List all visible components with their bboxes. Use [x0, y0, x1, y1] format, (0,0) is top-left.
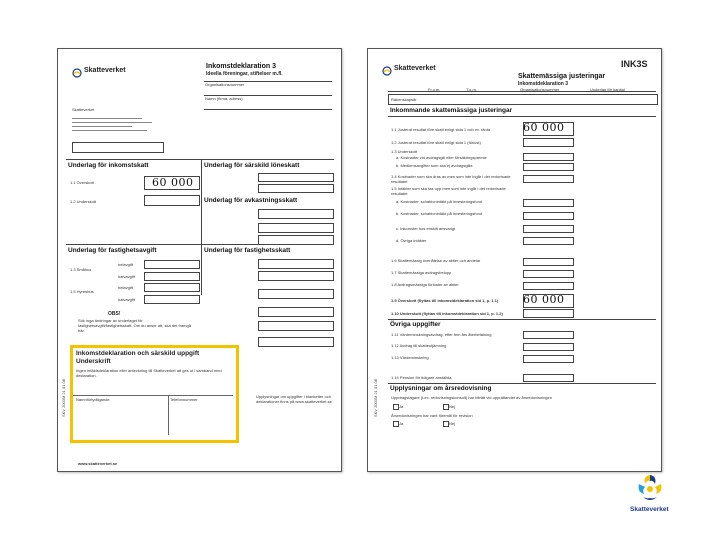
skatteverket-logo-right [382, 63, 392, 81]
label-ja-2: Ja [399, 421, 404, 426]
row-1-7-label: 1.7 Skattemässiga avdragsbelopp [391, 270, 452, 275]
input-row-1-3b[interactable] [523, 163, 574, 171]
input-underskott[interactable] [144, 195, 200, 206]
signature-field[interactable] [72, 142, 164, 153]
input-smahus-hel[interactable] [144, 260, 200, 269]
input-row-1-5a[interactable] [523, 199, 574, 207]
form-page-inkomstdeklaration-3 [57, 48, 342, 472]
crown-icon [72, 68, 82, 78]
input-row-1-5d[interactable] [523, 237, 574, 245]
input-row-1-4[interactable] [523, 175, 574, 183]
row-1-5-label: 1.5 Intäkter som ska tas upp men som inte ingår i det redovisade resultatet [391, 186, 506, 196]
label-nej-1: Nej [449, 404, 456, 409]
highlight-title: Inkomstdeklaration och särskild uppgift [76, 350, 200, 357]
label-nej-2: Nej [449, 421, 456, 426]
upplysning-2: Årsredovisningen har varit föremål för revision [391, 413, 473, 418]
field-org-label: Organisationsnummer [205, 82, 245, 87]
label-helavgift-2: helavgift [118, 285, 133, 290]
row-1-8-label: 1.8 Avdragsmässiga förluster av aktier [391, 282, 459, 287]
row-1-5a-label: a. Kostnader, schablonintäkt på investeringsfond [396, 199, 483, 204]
section-justeringar: Inkommande skattemässiga justeringar [390, 107, 513, 114]
input-row-1-8[interactable] [523, 282, 574, 290]
form-page-ink3s [367, 48, 662, 472]
obs-heading: OBS! [108, 311, 121, 317]
row-1-4-label: 1.4 Kostnader som ska dras av men som inte ingår i det redovisade resultatet [391, 174, 511, 184]
row-smahus-label: 1.3 Småhus [70, 267, 92, 272]
row-1-1-label: 1.1 Justerat resultat före skatt enligt sida 1 och ev. ränta [391, 127, 491, 132]
input-sarskild-1[interactable] [258, 173, 334, 182]
row-1-9-label: 1.9 Överskott (flyttas till inkomstdeklaration sid 1, p. 1.1) [391, 298, 499, 303]
rakenskapsar-row[interactable] [388, 94, 658, 105]
input-fskatt-4[interactable] [258, 307, 334, 317]
brand-name-right: Skatteverket [394, 65, 436, 72]
handwritten-60000-right-2: 60 000 [523, 293, 565, 306]
input-fskatt-6[interactable] [258, 337, 334, 347]
col-to: T.o.m. [466, 87, 477, 92]
footer-url: www.skatteverket.se [78, 461, 118, 466]
row-1-3b-label: b. Medlemsavgifter som ska ej avdragsgilla [396, 163, 473, 168]
input-sarskild-2[interactable] [258, 184, 334, 193]
bottom-note: Upplysningar om uppgifter i blanketter och deklarationer finns på www.skatteverket.se [256, 394, 332, 404]
row-1-2-label: 1.2 Justerat resultat före skatt enligt sida 1 (förlust) [391, 140, 481, 145]
input-ovriga-1[interactable] [523, 331, 574, 339]
skatteverket-logo [72, 65, 82, 83]
upplysning-1: Uppdragstagare (t.ex. redovisningskonsult) har biträtt vid upprättandet av årsredovisningen [391, 395, 552, 400]
input-ovriga-4[interactable] [523, 374, 574, 382]
skatteverket-corner-logo [633, 472, 667, 509]
form-title: Inkomstdeklaration 3 [206, 63, 277, 70]
skatteverket-emblem-icon [633, 472, 667, 504]
input-row-1-5b[interactable] [523, 212, 574, 220]
field-name-label: Namn (firma, adress) [205, 96, 243, 101]
col-from: Fr.o.m. [428, 87, 441, 92]
input-row-1-5c[interactable] [523, 225, 574, 233]
col-org: Organisationsnummer [520, 87, 560, 92]
side-code: SKV 2003M 21 01 08 [61, 379, 66, 418]
input-ovriga-3[interactable] [523, 355, 574, 363]
handwritten-60000-right-1: 60 000 [523, 121, 565, 134]
ovriga-row-3: 1.13 Värdeminskning [391, 355, 429, 360]
row-1-6-label: 1.6 Skattemässig överlåtelse av aktier och andelar [391, 258, 481, 263]
input-row-1-7[interactable] [523, 270, 574, 278]
section-fastighetsskatt: Underlag för fastighetsskatt [204, 247, 291, 254]
input-row-1-6[interactable] [523, 258, 574, 266]
row-1-5c-label: c. Inkomster hos enskilt ansvarigt [396, 226, 456, 231]
form-title-right: Skattemässiga justeringar [518, 73, 606, 80]
section-sarskild-loneskatt: Underlag för särskild löneskatt [204, 162, 300, 169]
section-ovriga: Övriga uppgifter [390, 321, 441, 328]
section-avkastningsskatt: Underlag för avkastningsskatt [204, 197, 298, 204]
form-subtitle-right: Inkomstdeklaration 3 [518, 81, 569, 87]
input-avkastning-2[interactable] [258, 223, 334, 233]
crown-icon [382, 66, 392, 76]
highlight-text: Ingen intäktsdeklaration eller anteckning till Skatteverket att ges ut i samband med deklaration. [76, 368, 222, 378]
input-fskatt-2[interactable] [258, 271, 334, 281]
label-helavgift-1: helavgift [118, 262, 133, 267]
input-row-1-3a[interactable] [523, 153, 574, 161]
label-halvavgift-2: halvavgift [118, 297, 135, 302]
row-1-1-label: 1.1 Överskott [70, 180, 94, 185]
section-inkomstskatt: Underlag för inkomstskatt [68, 162, 149, 169]
input-row-1-10[interactable] [523, 309, 574, 318]
form-code: INK3S [621, 59, 648, 69]
brand-name: Skatteverket [84, 67, 126, 74]
sign-label: Namnförtydligande [76, 397, 110, 402]
row-hyreshus-label: 1.5 Hyreshus [70, 289, 94, 294]
corner-brand-name: Skatteverket [630, 506, 669, 513]
input-ovriga-2[interactable] [523, 343, 574, 351]
row-1-5d-label: d. Övriga intäkter [396, 238, 427, 243]
input-fskatt-3[interactable] [258, 289, 334, 299]
label-rakenskapsar: Räkenskapsår [391, 97, 417, 102]
row-1-2-label: 1.2 Underskott [70, 199, 97, 204]
input-fskatt-5[interactable] [258, 321, 334, 331]
input-hyreshus-hel[interactable] [144, 283, 200, 292]
section-upplysningar: Upplysningar om årsredovisning [390, 385, 492, 392]
row-1-3-label: 1.3 Underskott [391, 149, 418, 154]
input-fskatt-1[interactable] [258, 259, 334, 269]
ovriga-row-1: 1.11 Värdeminskningsavdrag, efter fem års återbetalning [391, 332, 492, 337]
phone-label: Telefonnummer [170, 397, 198, 402]
handwritten-60000-left: 60 000 [152, 176, 194, 189]
label-halvavgift-1: halvavgift [118, 274, 135, 279]
col-tax: Underlag för kapital [590, 87, 625, 92]
side-code-right: SKV 2003M 21 01 08 [373, 379, 378, 418]
row-1-5b-label: b. Kostnader, schablonintäkt på investeringsfond [396, 211, 483, 216]
input-avkastning-1[interactable] [258, 209, 334, 219]
input-hyreshus-halv[interactable] [144, 295, 200, 304]
obs-text: Sök inga ändringar av underlaget för fastighetsavgift/fastighetsskatt. Om du anser att, ska det framgå här. [78, 318, 191, 333]
ovriga-row-4: 1.14 Pension för tidigare anställda [391, 375, 452, 380]
row-1-3a-label: a. Kostnader vid avdragsgill eller försäkringspremie [396, 155, 487, 160]
input-row-1-2[interactable] [523, 138, 574, 147]
ovriga-row-2: 1.12 Avdrag till skatteutjämning [391, 343, 447, 348]
section-fastighetsavgift: Underlag för fastighetsavgift [68, 247, 157, 254]
label-ja-1: Ja [399, 404, 404, 409]
input-smahus-halv[interactable] [144, 272, 200, 281]
highlight-subtitle: Underskrift [76, 358, 111, 365]
form-subtitle: Ideella föreningar, stiftelser m.fl. [206, 71, 283, 77]
address-block: Skatteverket [72, 107, 95, 112]
row-1-10-label: 1.10 Underskott (flyttas till inkomstdeklaration sid 1, p. 1.2) [391, 311, 503, 316]
